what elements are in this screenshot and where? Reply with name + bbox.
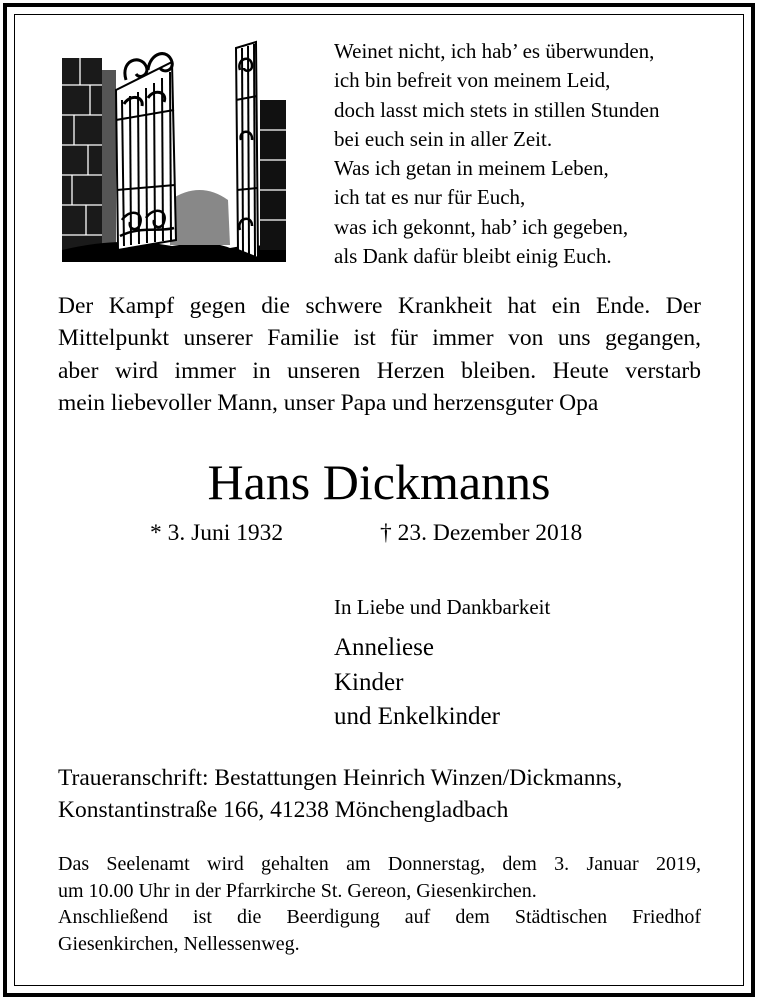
- service-line: Anschließend ist die Beerdigung auf dem Städtischen Friedhof: [58, 906, 701, 928]
- intro-line: aber wird immer in unseren Herzen bleiben. Heute verstarb: [58, 357, 701, 384]
- poem-line: Was ich getan in meinem Leben,: [334, 156, 609, 181]
- open-gate-illustration: [60, 40, 288, 262]
- poem-line: als Dank dafür bleibt einig Euch.: [334, 244, 612, 269]
- mourners-names: [334, 631, 714, 735]
- mourner-name: Anneliese: [334, 634, 434, 661]
- poem-line: bei euch sein in aller Zeit.: [334, 126, 553, 151]
- poem-line: ich tat es nur für Euch,: [334, 185, 526, 210]
- intro-line: Mittelpunkt unserer Familie ist für immer von uns gegangen,: [58, 325, 701, 352]
- poem-line: Weinet nicht, ich hab’ es überwunden,: [334, 39, 655, 63]
- address-line: Konstantinstraße 166, 41238 Mönchengladbach: [58, 797, 509, 823]
- poem-line: doch lasst mich stets in stillen Stunden: [334, 97, 660, 122]
- deceased-name: Hans Dickmanns: [207, 454, 551, 510]
- mourner-name: Kinder: [334, 668, 404, 696]
- service-details: [58, 851, 701, 957]
- death-date: † 23. Dezember 2018: [380, 520, 583, 546]
- birth-date: * 3. Juni 1932: [150, 520, 284, 546]
- poem: [334, 37, 714, 271]
- mourners-intro: In Liebe und Dankbarkeit: [334, 595, 551, 619]
- service-line: um 10.00 Uhr in der Pfarrkirche St. Gereon, Giesenkirchen.: [58, 879, 537, 902]
- address-line: Traueranschrift: Bestattungen Heinrich Winzen/Dickmanns,: [58, 765, 623, 791]
- mourning-address: [58, 762, 701, 826]
- intro-line: mein liebevoller Mann, unser Papa und herzensguter Opa: [58, 389, 599, 416]
- service-line: Giesenkirchen, Nellessenweg.: [58, 932, 300, 955]
- poem-line: was ich gekonnt, hab’ ich gegeben,: [334, 214, 629, 239]
- service-line: Das Seelenamt wird gehalten am Donnerstag, dem 3. Januar 2019,: [58, 853, 701, 875]
- mourners: [334, 592, 714, 735]
- intro-paragraph: [58, 290, 701, 419]
- mourner-name: und Enkelkinder: [334, 703, 500, 730]
- intro-line: Der Kampf gegen die schwere Krankheit hat ein Ende. Der: [58, 293, 701, 319]
- poem-line: ich bin befreit von meinem Leid,: [334, 68, 611, 93]
